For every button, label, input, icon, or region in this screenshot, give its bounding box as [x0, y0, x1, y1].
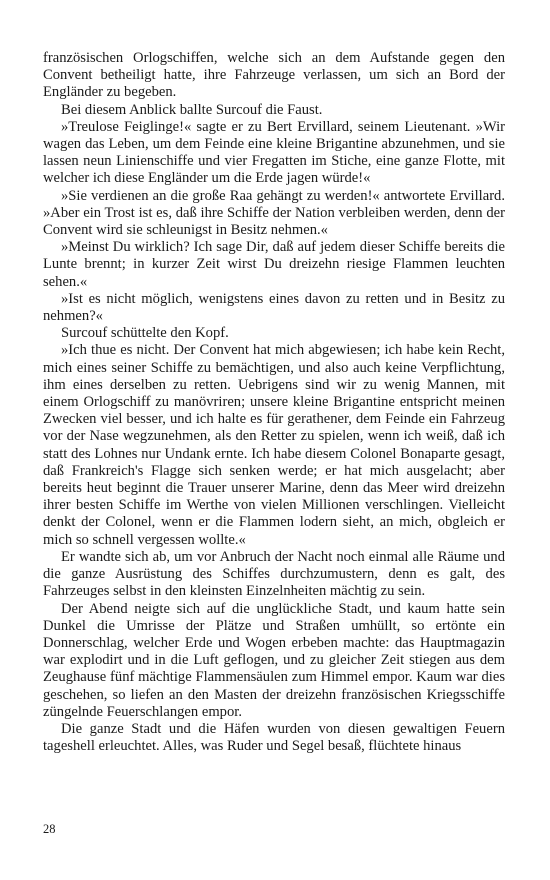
page-number: 28 — [43, 822, 56, 836]
paragraph: »Sie verdienen an die große Raa gehängt zu werden!« antwortete Ervillard. »Aber ein Trost ist es, daß ihre Schiffe der Nation verbleiben werden, denn der Convent wird sie schleunigst in Besitz nehmen.« — [43, 187, 505, 239]
paragraph: Surcouf schüttelte den Kopf. — [61, 325, 229, 342]
paragraph: Die ganze Stadt und die Häfen wurden von diesen gewaltigen Feuern tageshell erleuchtet. Alles, was Ruder und Segel besaß, flüchtete hinaus — [43, 720, 505, 755]
page-body — [43, 50, 505, 755]
paragraph: »Meinst Du wirklich? Ich sage Dir, daß auf jedem dieser Schiffe bereits die Lunte brennt; in kurzer Zeit wirst Du dreizehn riesige Flammen leuchten sehen.« — [43, 239, 505, 290]
paragraph: »Ist es nicht möglich, wenigstens eines davon zu retten und in Besitz zu nehmen?« — [43, 290, 505, 325]
paragraph: Er wandte sich ab, um vor Anbruch der Nacht noch einmal alle Räume und die ganze Ausrüstung des Schiffes durchzumustern, denn es galt, des Fahrzeuges selbst in den kleinsten Einzelnheiten mächtig zu sein. — [43, 548, 505, 600]
paragraph: »Ich thue es nicht. Der Convent hat mich abgewiesen; ich habe kein Recht, mich eines seiner Schiffe zu bemächtigen, und also auch keine Verpflichtung, ihm eines derselben zu retten. Uebrigens sind wir zu wenig Mannen, mit einem Orlogschiff zu manövriren; unsere kleine Brigantine entspricht meinen Zwecken viel besser, und ich halte es für gerathener, dem Feinde ein Fahrzeug vor der Nase wegzunehmen, als den Retter zu spielen, wenn ich weiß, daß ich statt des Lohnes nur Undank ernte. Ich habe diesem Colonel Bonaparte gesagt, daß Frankreich's Flagge sich senken werde; er hat mich ausgelacht; aber bereits heut beginnt die Trauer unserer Marine, denn das Meer wird dreizehn ihrer besten Schiffe im Werthe von vielen Millionen verschlingen. Vielleicht denkt der Colonel, wenn er die Flammen lodern sieht, an mich, obgleich er mich so schnell vergessen wollte.« — [43, 342, 505, 548]
paragraph: französischen Orlogschiffen, welche sich an dem Aufstande gegen den Convent betheiligt hatte, ihre Fahrzeuge verlassen, um sich an Bord der Engländer zu begeben. — [43, 50, 505, 101]
paragraph: Der Abend neigte sich auf die unglückliche Stadt, und kaum hatte sein Dunkel die Umrisse der Plätze und Straßen umhüllt, so ertönte ein Donnerschlag, welcher Erde und Wogen erbeben machte: das Hauptmagazin war explodirt und in die Luft geflogen, und zu gleicher Zeit stiegen aus dem Zeughause fünf mächtige Flammensäulen zum Himmel empor. Kaum war dies geschehen, so liefen an den Masten der dreizehn französischen Kriegsschiffe züngelnde Feuerschlangen empor. — [43, 600, 505, 720]
paragraph: »Treulose Feiglinge!« sagte er zu Bert Ervillard, seinem Lieutenant. »Wir wagen das Leben, um dem Feinde eine kleine Brigantine abzunehmen, und sie lassen neun Linienschiffe und vier Fregatten im Stiche, eine ganze Flotte, mit welcher ich diese Engländer um die Erde jagen würde!« — [43, 118, 505, 187]
paragraph: Bei diesem Anblick ballte Surcouf die Faust. — [61, 101, 323, 118]
